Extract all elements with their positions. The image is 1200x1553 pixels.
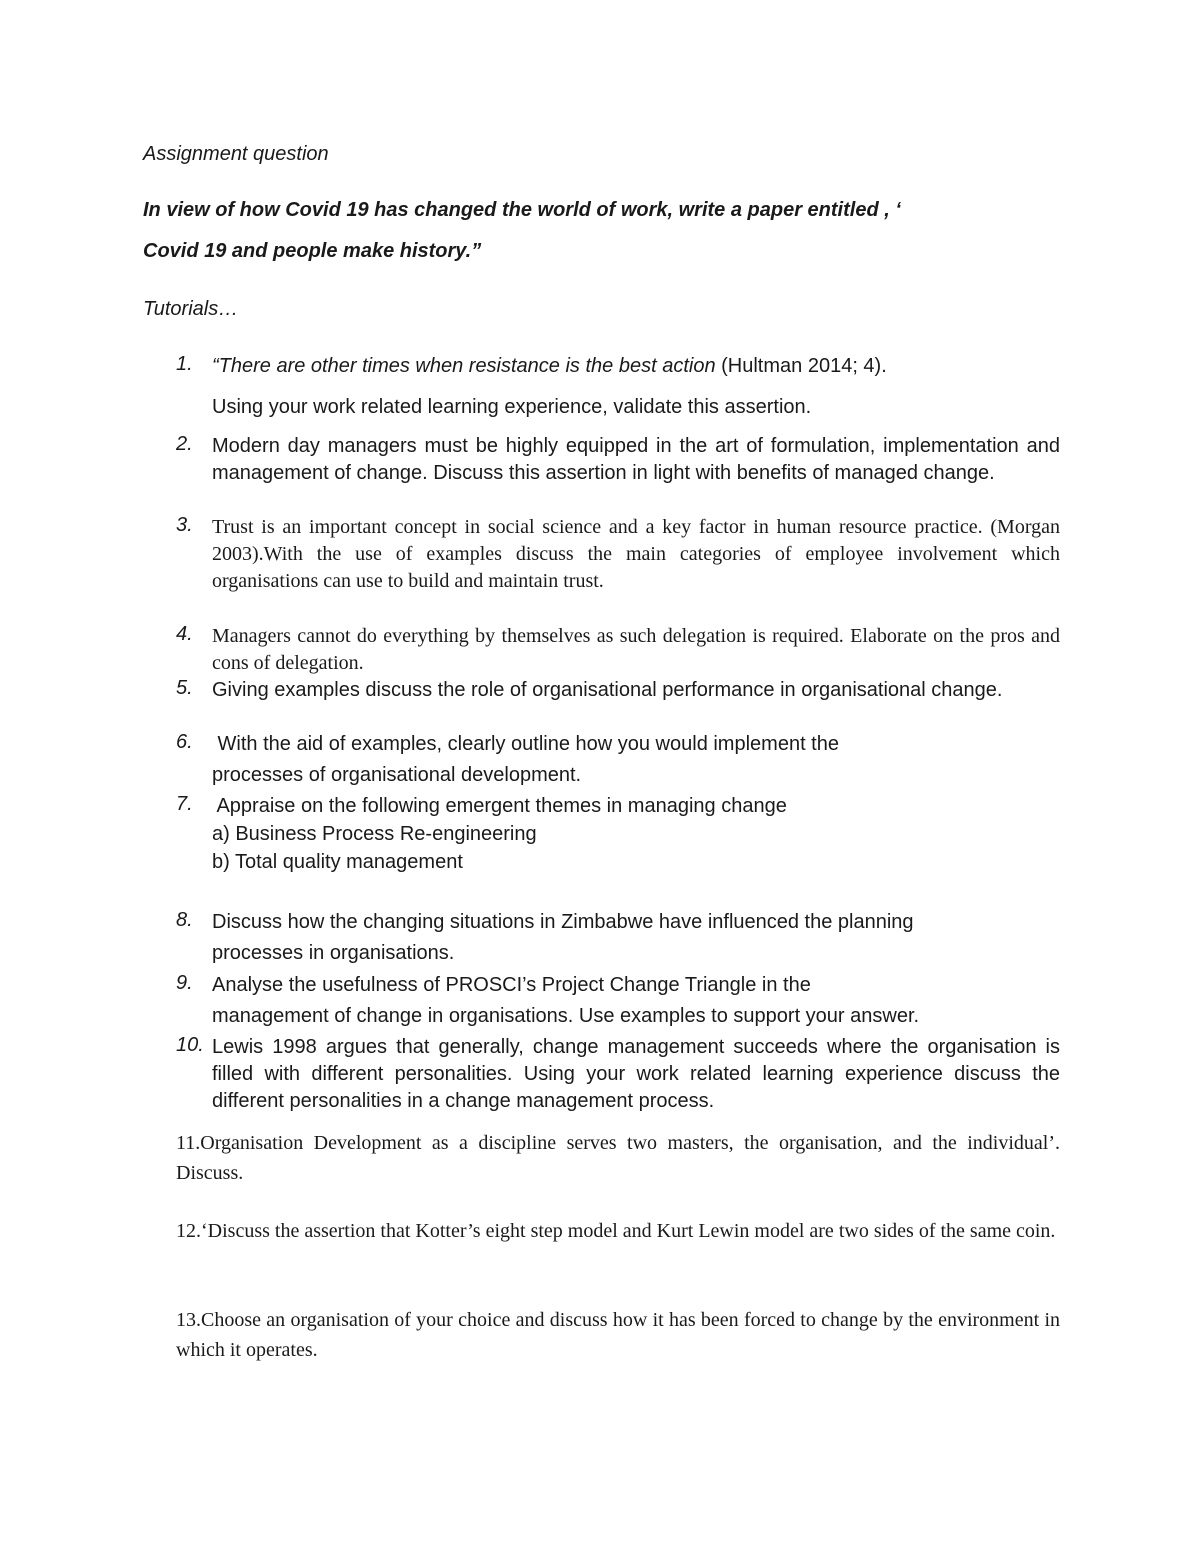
item-text: Managers cannot do everything by themselves as such delegation is required. Elaborate on the pros and cons of delegation.	[212, 625, 1060, 674]
assignment-title-line-1: In view of how Covid 19 has changed the world of work, write a paper entitled , ‘	[143, 199, 901, 221]
assignment-title-line-2: Covid 19 and people make history.”	[143, 240, 482, 262]
item-number: 5.	[176, 677, 193, 699]
tutorial-paragraph-11: 11.Organisation Development as a discipline serves two masters, the organisation, and the individual’. Discuss.	[176, 1132, 1060, 1184]
item-text: Modern day managers must be highly equipped in the art of formulation, implementation and management of change. Discuss this assertion in light with benefits of managed change.	[212, 435, 1060, 484]
item-number: 10.	[176, 1034, 204, 1056]
item-number: 3.	[176, 514, 193, 536]
item-subpoint-a: a) Business Process Re-engineering	[212, 823, 537, 845]
assignment-heading: Assignment question	[143, 143, 329, 165]
item-text: Lewis 1998 argues that generally, change management succeeds where the organisation is filled with different personalities. Using your work related learning experience discuss the different personalities in a change management process.	[212, 1036, 1060, 1112]
tutorials-heading: Tutorials…	[143, 298, 239, 320]
item-quote: “There are other times when resistance is the best action	[212, 355, 716, 377]
item-text-line-2: management of change in organisations. Use examples to support your answer.	[212, 1005, 920, 1027]
item-text-line-2: processes of organisational development.	[212, 764, 582, 786]
item-number: 1.	[176, 353, 193, 375]
item-text-line-1: Appraise on the following emergent themes in managing change	[212, 795, 787, 817]
item-citation: (Hultman 2014; 4).	[715, 355, 887, 377]
item-number: 8.	[176, 909, 193, 931]
item-text: Giving examples discuss the role of organisational performance in organisational change.	[212, 679, 1003, 701]
item-text: Trust is an important concept in social science and a key factor in human resource practice. (Morgan 2003).With the use of examples discuss the main categories of employee involvement which organisations can use to build and maintain trust.	[212, 516, 1060, 592]
item-number: 7.	[176, 793, 193, 815]
tutorial-paragraph-13: 13.Choose an organisation of your choice and discuss how it has been forced to change by the environment in which it operates.	[176, 1309, 1060, 1361]
item-number: 4.	[176, 623, 193, 645]
item-text-line-1: Analyse the usefulness of PROSCI’s Project Change Triangle in the	[212, 974, 811, 996]
item-subpoint-b: b) Total quality management	[212, 851, 463, 873]
item-number: 6.	[176, 731, 193, 753]
item-text-line-1: With the aid of examples, clearly outline how you would implement the	[212, 733, 839, 755]
item-number: 9.	[176, 972, 193, 994]
item-text-line-2: Using your work related learning experience, validate this assertion.	[212, 396, 812, 418]
item-text-line-2: processes in organisations.	[212, 942, 455, 964]
item-text-line-1: Discuss how the changing situations in Zimbabwe have influenced the planning	[212, 911, 914, 933]
tutorial-paragraph-12: 12.‘Discuss the assertion that Kotter’s eight step model and Kurt Lewin model are two sides of the same coin.	[176, 1220, 1056, 1242]
item-number: 2.	[176, 433, 193, 455]
